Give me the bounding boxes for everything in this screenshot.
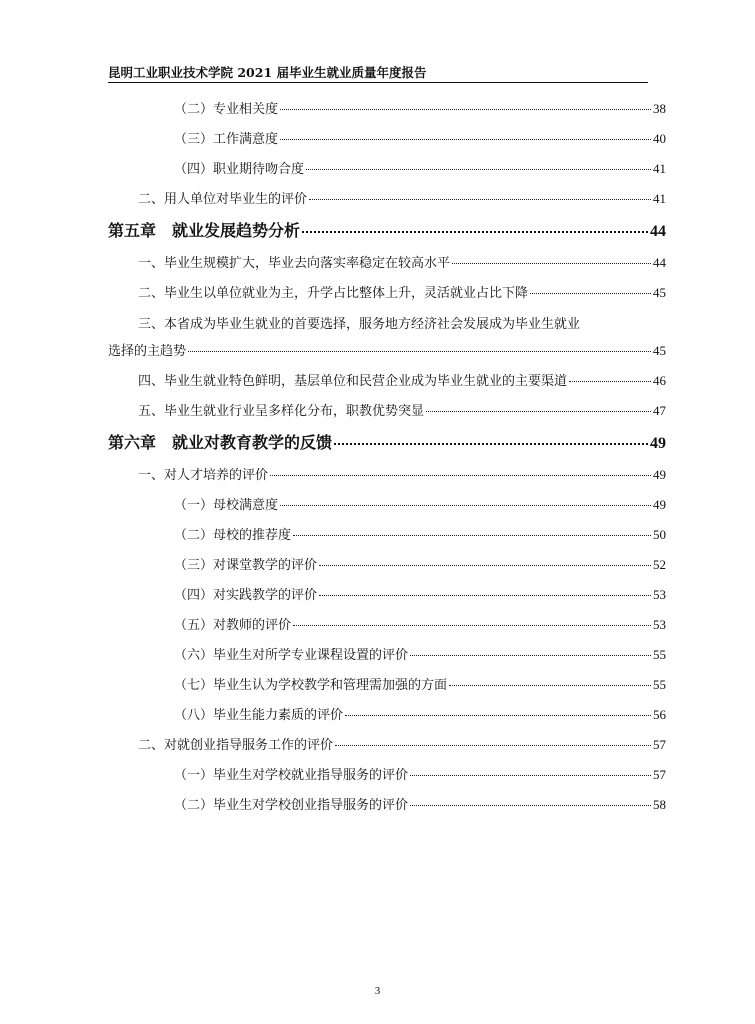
toc-entry-title: 一、对人才培养的评价 — [138, 468, 269, 483]
toc-entry-title: （三）工作满意度 — [174, 132, 279, 147]
toc-entry[interactable] — [108, 699, 666, 729]
toc-entry[interactable] — [108, 729, 666, 759]
leader-dots — [302, 230, 648, 233]
leader-dots — [569, 380, 651, 382]
leader-dots — [280, 108, 651, 110]
leader-dots — [530, 292, 651, 294]
toc-entry-page: 55 — [653, 677, 666, 692]
toc-entry-title: （一）母校满意度 — [174, 498, 279, 513]
toc-entry-title: （二）母校的推荐度 — [174, 528, 292, 543]
report-title: 昆明工业职业技术学院 2021 届毕业生就业质量年度报告 — [108, 65, 427, 80]
toc-entry-title: （八）毕业生能力素质的评价 — [174, 708, 344, 723]
toc-entry-page: 58 — [653, 797, 666, 812]
page-header — [108, 64, 648, 83]
toc-entry[interactable] — [108, 789, 666, 819]
toc-entry-title: （三）对课堂教学的评价 — [174, 558, 318, 573]
toc-entry-page: 45 — [653, 343, 666, 358]
toc-entry-page: 57 — [653, 767, 666, 782]
toc-entry-title: 二、用人单位对毕业生的评价 — [138, 192, 308, 207]
toc-entry[interactable] — [108, 759, 666, 789]
toc-entry-page: 40 — [653, 131, 666, 146]
leader-dots — [293, 534, 651, 536]
toc-entry-page: 44 — [650, 223, 666, 240]
toc-entry-title: 二、毕业生以单位就业为主，升学占比整体上升，灵活就业占比下降 — [138, 286, 529, 301]
toc-entry-title: 四、毕业生就业特色鲜明，基层单位和民营企业成为毕业生就业的主要渠道 — [138, 374, 568, 389]
toc-entry-title: （四）职业期待吻合度 — [174, 162, 305, 177]
toc-entry-title: （五）对教师的评价 — [174, 618, 292, 633]
toc-chapter-title: 第五章 就业发展趋势分析 — [108, 221, 301, 240]
toc-chapter-entry[interactable] — [108, 213, 666, 247]
toc-entry-page: 41 — [653, 161, 666, 176]
toc-entry[interactable] — [108, 395, 666, 425]
toc-entry-page: 49 — [653, 497, 666, 512]
leader-dots — [410, 654, 651, 656]
toc-chapter-entry[interactable] — [108, 425, 666, 459]
toc-chapter-title: 第六章 就业对教育教学的反馈 — [108, 433, 333, 452]
toc-entry[interactable] — [108, 247, 666, 277]
leader-dots — [410, 774, 651, 776]
leader-dots — [306, 168, 651, 170]
leader-dots — [449, 684, 651, 686]
toc-entry[interactable] — [108, 519, 666, 549]
leader-dots — [345, 714, 651, 716]
toc-entry[interactable] — [108, 489, 666, 519]
toc-entry[interactable] — [108, 549, 666, 579]
toc-entry-title: （一）毕业生对学校就业指导服务的评价 — [174, 768, 409, 783]
leader-dots — [270, 474, 651, 476]
toc-entry-page: 38 — [653, 101, 666, 116]
toc-entry[interactable] — [108, 153, 666, 183]
toc-entry-title: 二、对就创业指导服务工作的评价 — [138, 738, 334, 753]
leader-dots — [410, 804, 651, 806]
toc-entry[interactable] — [108, 639, 666, 669]
toc-entry-page: 45 — [653, 285, 666, 300]
toc-entry-title: （六）毕业生对所学专业课程设置的评价 — [174, 648, 409, 663]
toc-entry-title: （四）对实践教学的评价 — [174, 588, 318, 603]
table-of-contents — [108, 93, 666, 819]
toc-entry-page: 49 — [653, 467, 666, 482]
leader-dots — [335, 744, 651, 746]
leader-dots — [280, 504, 651, 506]
toc-entry-page: 56 — [653, 707, 666, 722]
toc-entry[interactable] — [108, 579, 666, 609]
toc-entry-page: 50 — [653, 527, 666, 542]
toc-entry-page: 49 — [650, 435, 666, 452]
toc-entry-title-line2: 选择的主趋势 — [108, 344, 187, 359]
leader-dots — [293, 624, 651, 626]
toc-entry-title: 五、毕业生就业行业呈多样化分布，职教优势突显 — [138, 404, 425, 419]
toc-entry[interactable] — [108, 123, 666, 153]
leader-dots — [309, 198, 651, 200]
leader-dots — [188, 350, 651, 352]
toc-entry[interactable] — [108, 93, 666, 123]
toc-entry-page: 55 — [653, 647, 666, 662]
toc-entry-title: 一、毕业生规模扩大，毕业去向落实率稳定在较高水平 — [138, 256, 451, 271]
toc-entry-page: 44 — [653, 255, 666, 270]
toc-entry[interactable] — [108, 459, 666, 489]
leader-dots — [319, 594, 651, 596]
page-footer — [0, 985, 755, 997]
toc-entry-page: 47 — [653, 403, 666, 418]
page-number: 3 — [374, 985, 381, 997]
toc-entry-title: （七）毕业生认为学校教学和管理需加强的方面 — [174, 678, 448, 693]
toc-entry-page: 53 — [653, 587, 666, 602]
toc-entry[interactable] — [108, 609, 666, 639]
toc-entry-title: （二）毕业生对学校创业指导服务的评价 — [174, 798, 409, 813]
toc-entry[interactable] — [108, 277, 666, 307]
toc-entry-page: 46 — [653, 373, 666, 388]
toc-entry[interactable] — [108, 669, 666, 699]
leader-dots — [319, 564, 651, 566]
leader-dots — [334, 442, 648, 445]
leader-dots — [426, 410, 651, 412]
toc-entry-page: 52 — [653, 557, 666, 572]
toc-entry-title: （二）专业相关度 — [174, 102, 279, 117]
toc-entry[interactable] — [108, 307, 666, 365]
toc-entry-page: 57 — [653, 737, 666, 752]
toc-entry-page: 53 — [653, 617, 666, 632]
toc-entry[interactable] — [108, 183, 666, 213]
leader-dots — [452, 262, 651, 264]
toc-entry[interactable] — [108, 365, 666, 395]
toc-entry-title-line1: 三、本省成为毕业生就业的首要选择，服务地方经济社会发展成为毕业生就业 — [138, 317, 581, 332]
toc-entry-page: 41 — [653, 191, 666, 206]
leader-dots — [280, 138, 651, 140]
